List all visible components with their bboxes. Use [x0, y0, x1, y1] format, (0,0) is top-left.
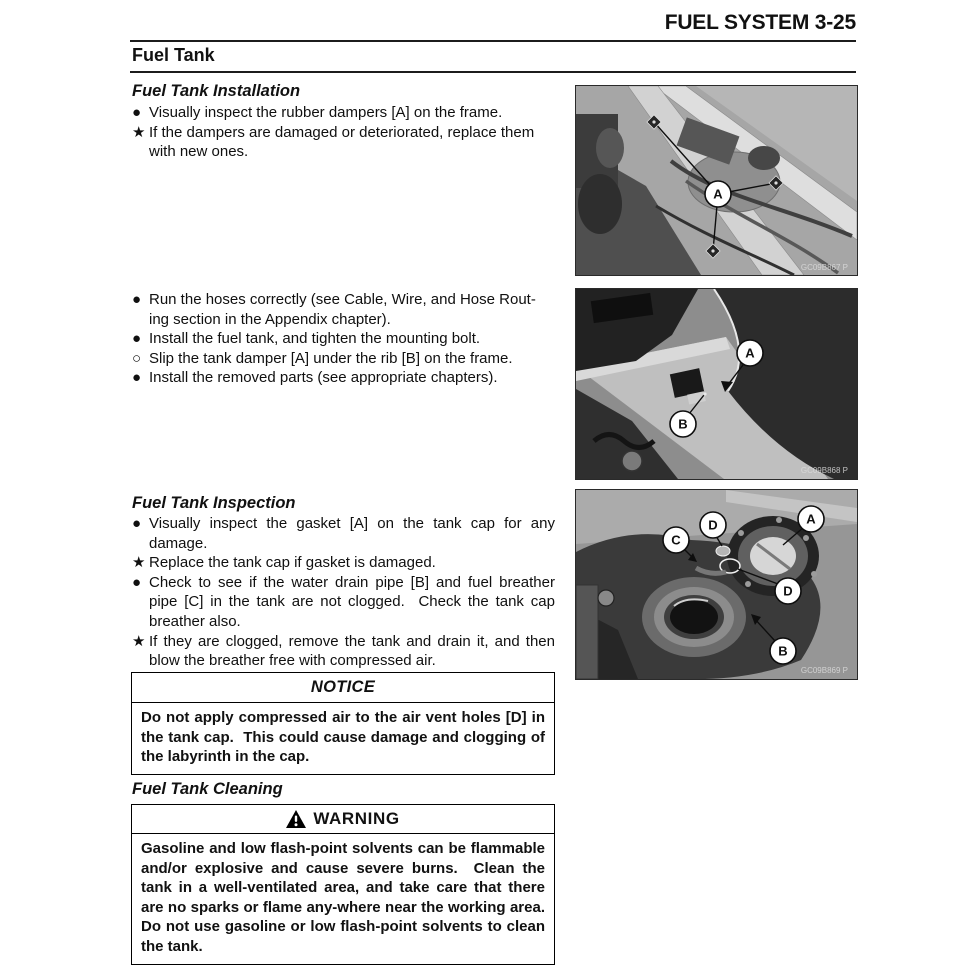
list-item-text: Replace the tank cap if gasket is damaged.	[149, 554, 436, 572]
list-item	[132, 368, 555, 388]
svg-text:D: D	[708, 517, 718, 533]
svg-text:A: A	[713, 186, 723, 202]
photo-watermark: GC09B867 P	[800, 263, 848, 272]
list-item	[132, 514, 560, 553]
filler-neck	[642, 577, 746, 657]
figure-dampers-photo	[575, 85, 858, 276]
bullet-marker: ●	[132, 573, 142, 591]
svg-text:B: B	[778, 643, 788, 659]
installation-heading: Fuel Tank Installation	[132, 82, 301, 100]
bullet-marker: ●	[132, 330, 142, 348]
label-circle-c	[663, 527, 689, 553]
list-item	[132, 329, 555, 349]
list-item-text: Visually inspect the rubber dampers [A] on the frame.	[149, 104, 503, 121]
label-circle-d-lower	[775, 578, 801, 604]
warning-box	[131, 804, 555, 965]
svg-text:A: A	[745, 345, 755, 361]
list-item-text: Slip the tank damper [A] under the rib [B] on the frame.	[149, 349, 513, 367]
list-item-text: Install the removed parts (see appropriate chapters).	[149, 369, 498, 387]
warning-title: WARNING	[313, 809, 400, 828]
section-rule	[130, 71, 856, 73]
header-rule	[130, 40, 856, 42]
warning-body: Gasoline and low flash-point solvents can be flammable and/or explosive and cause severe burns. Clean the tank in a well-ventilated area, and take care that there are no sparks or flame any-where near the working area. Do not use gasoline or low flash-point solvents to clean the tank.	[141, 840, 554, 955]
label-circle-a	[705, 181, 731, 207]
inspection-steps	[132, 514, 560, 671]
svg-text:A: A	[806, 511, 816, 527]
circle-marker: ○	[132, 349, 142, 367]
bullet-marker: ●	[132, 104, 142, 121]
svg-text:B: B	[678, 416, 688, 432]
list-item-text: Check to see if the water drain pipe [B] and fuel breather pipe [C] in the tank are not clogged. Check the tank cap breather also.	[149, 573, 560, 630]
list-item	[132, 123, 555, 162]
star-marker: ★	[132, 123, 146, 141]
star-marker: ★	[132, 554, 146, 572]
section-title: Fuel Tank	[132, 45, 215, 65]
installation-steps-2	[132, 290, 555, 388]
list-item-text: Run the hoses correctly (see Cable, Wire, and Hose Rout-ing section in the Appendix chapter).	[149, 291, 536, 328]
list-item	[132, 103, 555, 123]
star-marker: ★	[132, 632, 146, 650]
inspection-heading: Fuel Tank Inspection	[132, 494, 296, 512]
figure-damper-rib-photo	[575, 288, 858, 480]
notice-title: NOTICE	[132, 673, 554, 703]
list-item-text: Install the fuel tank, and tighten the mounting bolt.	[149, 330, 481, 348]
warning-header	[132, 805, 554, 834]
cleaning-heading: Fuel Tank Cleaning	[132, 780, 283, 798]
figure-tank-cap-photo	[575, 489, 858, 680]
installation-steps-1	[132, 103, 555, 162]
list-item-text: Visually inspect the gasket [A] on the tank cap for any damage.	[149, 515, 560, 552]
list-item-text: If they are clogged, remove the tank and drain it, and then blow the breather free with compressed air.	[149, 632, 560, 670]
list-item	[132, 573, 560, 632]
label-circle-a	[737, 340, 763, 366]
list-item	[132, 632, 560, 671]
label-circle-b	[670, 411, 696, 437]
bullet-marker: ●	[132, 515, 142, 532]
svg-text:C: C	[671, 532, 681, 548]
list-item	[132, 290, 555, 329]
label-circle-d-upper	[700, 512, 726, 538]
bullet-marker: ●	[132, 291, 142, 308]
label-circle-b	[770, 638, 796, 664]
photo-watermark: GC09B869 P	[800, 666, 848, 675]
bullet-marker: ●	[132, 369, 142, 387]
photo-watermark: GC09B868 P	[800, 466, 848, 475]
list-item	[132, 553, 555, 573]
list-item	[132, 349, 555, 369]
list-item-text: If the dampers are damaged or deteriorated, replace them with new ones.	[149, 123, 539, 161]
notice-body: Do not apply compressed air to the air vent holes [D] in the tank cap. This could cause damage and clogging of the labyrinth in the cap.	[141, 709, 550, 766]
notice-box	[131, 672, 555, 775]
svg-text:D: D	[783, 583, 793, 599]
page-header: FUEL SYSTEM 3-25	[664, 11, 856, 34]
warning-triangle-icon	[286, 810, 306, 828]
label-circle-a	[798, 506, 824, 532]
